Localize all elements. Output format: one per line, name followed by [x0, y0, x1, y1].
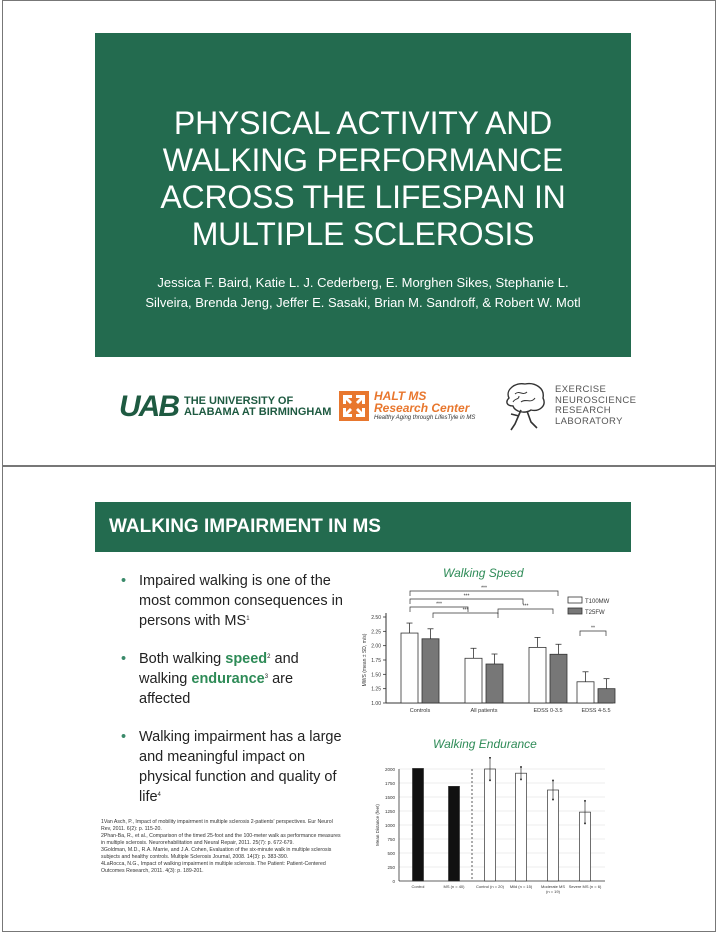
presentation-title: PHYSICAL ACTIVITY AND WALKING PERFORMANCE ACROSS THE LIFESPAN IN MULTIPLE SCLEROSIS [160, 105, 566, 252]
x-tick-label: EDSS 4-5.5 [581, 708, 611, 714]
speed-chart-caption: Walking Speed [443, 566, 524, 580]
y-tick-label: 1000 [384, 823, 395, 828]
slide-header [95, 502, 631, 552]
y-tick-label: 1750 [384, 781, 395, 786]
brain-figure-icon [501, 380, 549, 432]
y-tick-label: 1.50 [371, 672, 381, 679]
significance-bracket [410, 607, 468, 612]
y-axis-label: MWS (mean ± SD, m/s) [362, 633, 368, 687]
error-bar-cap [489, 779, 491, 781]
y-tick-label: 1500 [384, 795, 395, 800]
bar-t100mw [401, 633, 418, 703]
halt-ms-logo: HALT MS Research Center Healthy Aging through LifesTyle in MS [339, 386, 475, 426]
error-bar-cap [552, 799, 554, 801]
slide-heading: WALKING IMPAIRMENT IN MS [109, 516, 381, 537]
x-tick-label: Mild (n = 15) [509, 884, 533, 889]
reference: 3Goldman, M.D., R.A. Marrie, and J.A. Cohen, Evaluation of the six-minute walk in multiple sclerosis subjects and healthy controls. Multiple Sclerosis Journal, 2008. 14(3): p. 383-390. [101, 847, 332, 860]
y-tick-label: 250 [387, 865, 395, 870]
y-tick-label: 1.00 [371, 701, 381, 707]
significance-label: *** [522, 603, 529, 610]
y-tick-label: 2.00 [371, 643, 381, 650]
halt-arrows-icon [339, 391, 369, 421]
author-list: Jessica F. Baird, Katie L. J. Cederberg, E. Morghen Sikes, Stephanie L. Silveira, Brenda Jeng, Jeffer E. Sasaki, Brian M. Sandroff, & Robert W. Motl [145, 275, 581, 310]
x-tick-label: All patients [470, 708, 498, 714]
bullet-1: • Impaired walking is one of the most common consequences in persons with $MS^1$ [118, 571, 348, 631]
x-tick-label: EDSS 0-3.5 [533, 708, 563, 714]
bar-open [485, 769, 496, 881]
error-bar-cap [584, 822, 586, 824]
reference-list [101, 819, 341, 875]
x-tick-label: Severe MS (n = 6) [568, 884, 602, 889]
reference: 1Van Asch, P., Impact of mobility impairment in multiple sclerosis 2-patients' perspectives. Eur Neurol Rev, 2011. 6(2): p. 115-20. [101, 819, 333, 832]
bar-open [516, 773, 527, 881]
legend-swatch [568, 608, 582, 614]
significance-bracket [580, 631, 606, 636]
significance-label: ** [591, 625, 595, 632]
error-bar-cap [520, 778, 522, 780]
bar-t25fw [550, 654, 567, 703]
y-tick-label: 750 [387, 837, 395, 842]
significance-bracket [498, 609, 553, 614]
x-tick-label: Control [411, 884, 425, 889]
endurance-chart-caption: Walking Endurance [433, 737, 537, 751]
bar-t100mw [529, 647, 546, 703]
uab-mark: UAB [119, 390, 178, 423]
bar-t25fw [486, 664, 503, 703]
significance-bracket [410, 591, 558, 596]
y-tick-label: 1.25 [371, 686, 381, 693]
legend-swatch [568, 597, 582, 603]
bar-filled [449, 786, 460, 881]
legend-label: T100MW [585, 599, 610, 605]
uab-logo: UAB THE UNIVERSITY OF ALABAMA AT BIRMINGHAM [119, 390, 332, 423]
y-tick-label: 1250 [384, 809, 395, 814]
enrl-logo: EXERCISE NEUROSCIENCE RESEARCH LABORATORY [501, 380, 636, 432]
bullet-2: • Both walking speed$^2$ and walking endurance$^3$ are affected [118, 649, 348, 709]
bullet-3: • Walking impairment has a large and meaningful impact on physical function and quality of life$^4$ [118, 727, 348, 807]
legend-label: T25FW [585, 610, 605, 616]
significance-label: *** [463, 593, 470, 600]
walking-speed-chart [358, 583, 618, 733]
error-bar-cap [489, 757, 491, 759]
bar-open [548, 790, 559, 881]
x-tick-label: Controls [409, 708, 431, 714]
bar-t25fw [422, 639, 439, 703]
x-tick-label: (n = 19) [546, 889, 560, 894]
bar-filled [413, 768, 424, 881]
bar-t100mw [577, 682, 594, 703]
significance-label: *** [481, 585, 487, 592]
logo-strip [3, 376, 715, 446]
y-axis-label: Mean Distance (feet) [375, 804, 380, 846]
x-tick-label: Moderate MS [540, 884, 566, 889]
bar-t25fw [598, 689, 615, 703]
reference: 4LaRocca, N.G., Impact of walking impairment in multiple sclerosis. The Patient: Patient-Centered Outcomes Research, 2011. 4(3): p. 189-201. [101, 861, 326, 874]
title-banner [95, 33, 631, 357]
walking-endurance-chart [373, 757, 613, 907]
y-tick-label: 0 [392, 879, 395, 884]
y-tick-label: 1.75 [371, 658, 381, 664]
y-tick-label: 2.50 [371, 615, 381, 621]
title-slide [2, 0, 716, 466]
significance-label: *** [436, 601, 442, 608]
error-bar-cap [584, 800, 586, 802]
bullet-list [118, 571, 348, 825]
x-tick-label: MS (n = 40) [443, 884, 465, 889]
y-tick-label: 2000 [384, 767, 395, 772]
error-bar-cap [520, 766, 522, 768]
error-bar-cap [552, 779, 554, 781]
walking-impairment-slide [2, 466, 716, 932]
significance-bracket [410, 599, 523, 604]
significance-label: *** [462, 607, 469, 614]
bar-t100mw [465, 658, 482, 703]
significance-bracket [433, 613, 498, 618]
y-tick-label: 2.25 [371, 629, 381, 636]
reference: 2Phan-Ba, R., et al., Comparison of the timed 25-foot and the 100-meter walk as performance measures in multiple sclerosis. Neurorehabilitation and Neural Repair, 2011. 25(7): p. 672-679. [101, 833, 341, 846]
y-tick-label: 500 [387, 851, 395, 856]
x-tick-label: Control (n = 20) [476, 884, 504, 889]
